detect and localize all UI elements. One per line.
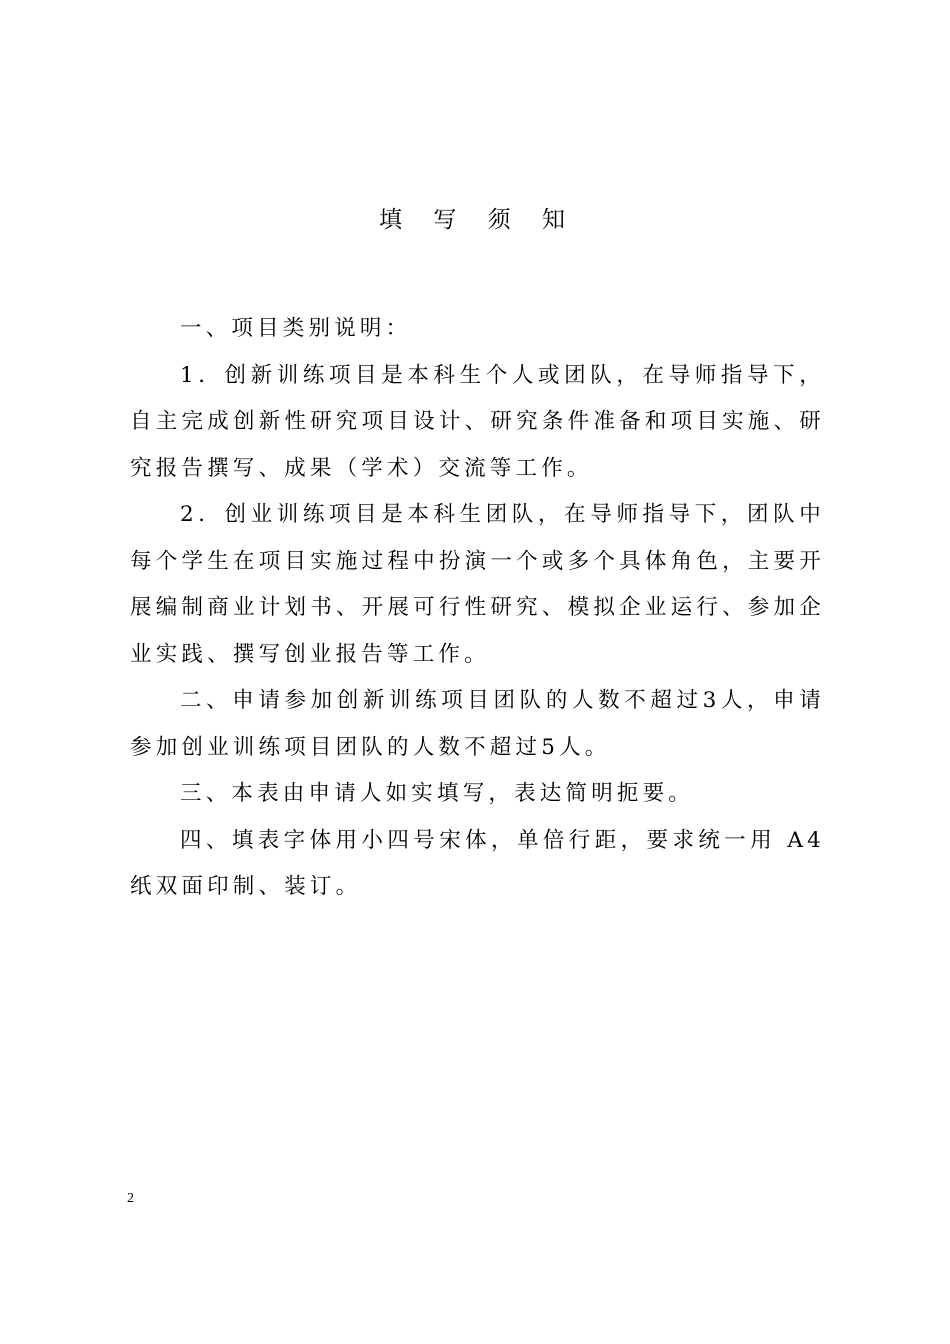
page-title: 填 写 须 知 (379, 207, 577, 233)
item-innovation-training: 1．创新训练项目是本科生个人或团队，在导师指导下，自主完成创新性研究项目设计、研究条件准备和项目实施、研究报告撰写、成果（学术）交流等工作。 (130, 362, 825, 481)
section-team-size: 二、申请参加创新训练项目团队的人数不超过3人，申请参加创业训练项目团队的人数不超过5人。 (130, 688, 825, 760)
item-entrepreneurship-training: 2．创业训练项目是本科生团队，在导师指导下，团队中每个学生在项目实施过程中扮演一个或多个具体角色，主要开展编制商业计划书、开展可行性研究、模拟企业运行、参加企业实践、撰写创业报告等工作。 (130, 502, 825, 667)
page-number: 2 (127, 1191, 134, 1206)
section-format-requirements: 四、填表字体用小四号宋体，单倍行距，要求统一用 A4 纸双面印制、装订。 (130, 827, 825, 899)
section-project-categories: 一、项目类别说明： (180, 316, 412, 341)
instructions-body (130, 306, 825, 911)
section-fill-truthfully: 三、本表由申请人如实填写，表达简明扼要。 (180, 781, 695, 806)
